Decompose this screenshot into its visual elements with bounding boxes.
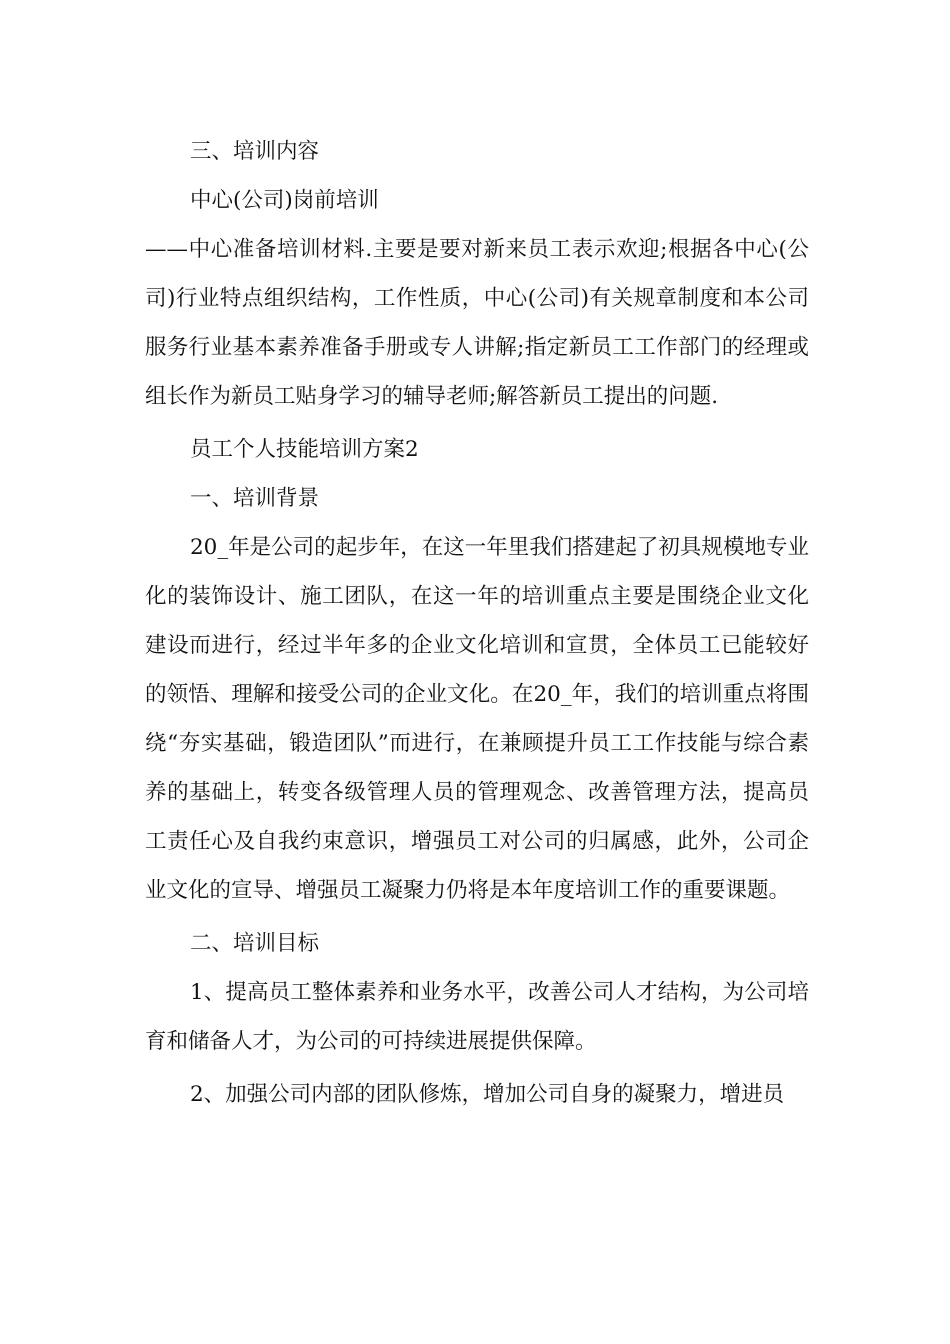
section-heading-training-goals: 二、培训目标 — [190, 931, 320, 956]
paragraph-background: 20_年是公司的起步年，在这一年里我们搭建起了初具规模地专业化的装饰设计、施工团队，在这一年的培训重点主要是围绕企业文化建设而进行，经过半年多的企业文化培训和宣贯，全体员工已能较好的领悟、理解和接受公司的企业文化。在20_年，我们的培训重点将围绕“夯实基础，锻造团队”而进行，在兼顾提升员工工作技能与综合素养的基础上，转变各级管理人员的管理观念、改善管理方法，提高员工责任心及自我约束意识，增强员工对公司的归属感，此外，公司企业文化的宣导、增强员工凝聚力仍将是本年度培训工作的重要课题。 — [145, 535, 809, 903]
paragraph-training-materials: ——中心准备培训材料.主要是要对新来员工表示欢迎;根据各中心(公司)行业特点组织结构，工作性质，中心(公司)有关规章制度和本公司服务行业基本素养准备手册或专人讲解;指定新员工工作部门的经理或组长作为新员工贴身学习的辅导老师;解答新员工提出的问题. — [145, 237, 809, 409]
section-heading-training-background: 一、培训背景 — [190, 486, 320, 511]
section-heading-training-content: 三、培训内容 — [190, 139, 320, 164]
document-title-plan-2: 员工个人技能培训方案2 — [190, 437, 419, 462]
document-page — [145, 127, 809, 1119]
paragraph-goal-2: 2、加强公司内部的团队修炼，增加公司自身的凝聚力，增进员 — [190, 1082, 785, 1107]
subheading-pre-job-training: 中心(公司)岗前培训 — [190, 188, 379, 213]
paragraph-goal-1: 1、提高员工整体素养和业务水平，改善公司人才结构，为公司培育和储备人才，为公司的可持续进展提供保障。 — [145, 980, 809, 1054]
